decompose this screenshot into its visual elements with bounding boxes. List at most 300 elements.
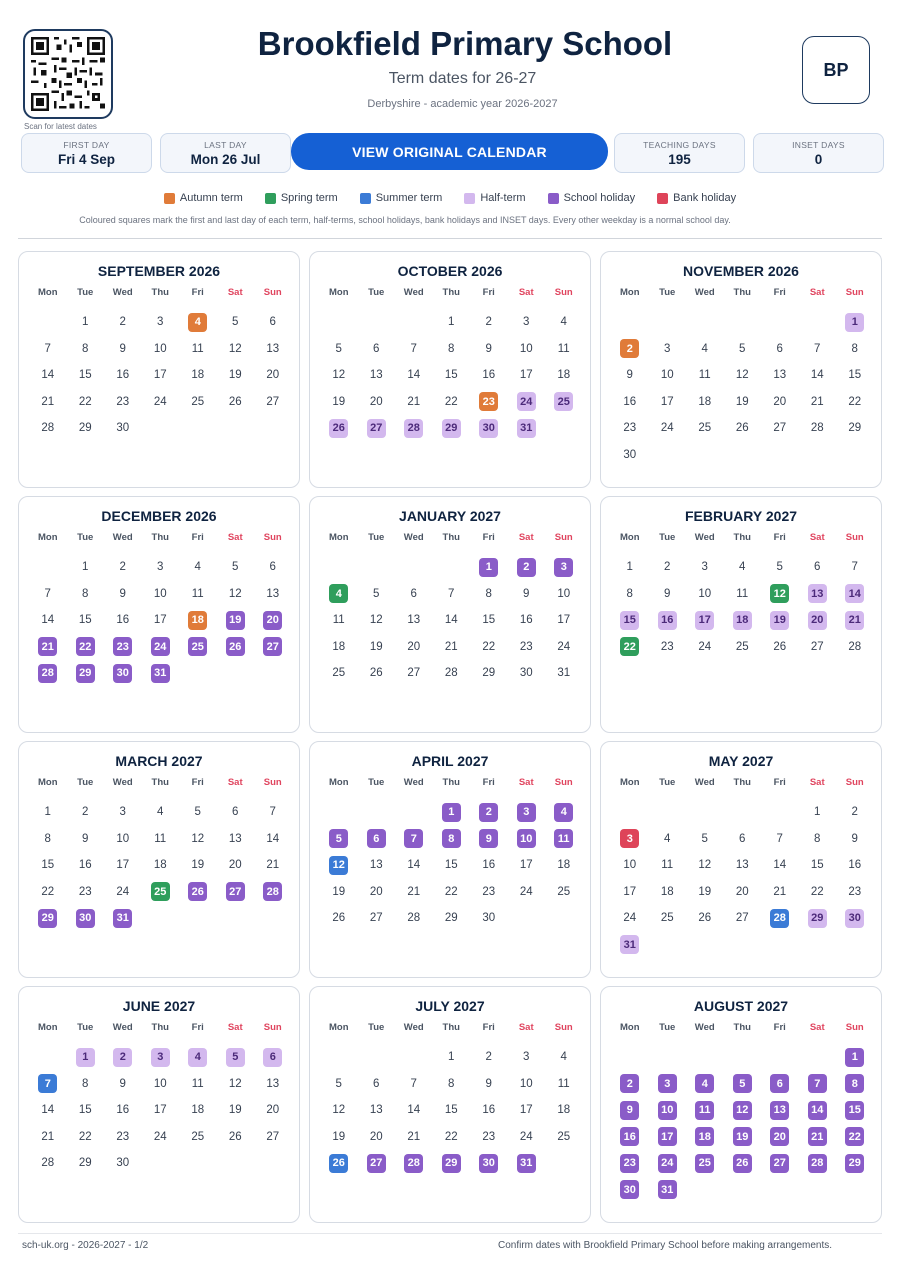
day-cell bbox=[799, 415, 837, 442]
day-cell-marked bbox=[395, 1150, 433, 1177]
day-number: 31 bbox=[620, 935, 639, 954]
day-number: 19 bbox=[191, 859, 205, 872]
month-card bbox=[600, 496, 882, 733]
day-cell bbox=[724, 879, 762, 906]
day-number: 10 bbox=[557, 587, 571, 600]
day-number: 17 bbox=[153, 369, 167, 382]
day-number: 18 bbox=[557, 369, 571, 382]
day-number: 13 bbox=[266, 587, 280, 600]
day-cell-marked bbox=[142, 1044, 180, 1071]
day-cell bbox=[611, 389, 649, 416]
day-cell bbox=[29, 336, 67, 363]
day-cell bbox=[358, 634, 396, 661]
day-number: 3 bbox=[523, 316, 530, 329]
day-number: 8 bbox=[626, 587, 633, 600]
day-grid bbox=[611, 309, 874, 468]
month-title: AUGUST 2027 bbox=[693, 998, 789, 1014]
day-number: 18 bbox=[153, 859, 167, 872]
empty-cell bbox=[29, 309, 67, 336]
day-number: 5 bbox=[701, 832, 708, 845]
weekday-label: Wed bbox=[694, 532, 715, 543]
day-cell bbox=[104, 415, 142, 442]
weekday-label: Sat bbox=[227, 287, 243, 298]
day-cell bbox=[649, 389, 687, 416]
day-cell-marked bbox=[836, 1150, 874, 1177]
day-cell-marked bbox=[836, 607, 874, 634]
day-number: 8 bbox=[82, 1077, 89, 1090]
day-number: 12 bbox=[332, 369, 346, 382]
day-cell bbox=[358, 336, 396, 363]
day-cell bbox=[470, 309, 508, 336]
day-cell bbox=[254, 336, 292, 363]
day-cell bbox=[179, 1097, 217, 1124]
day-cell bbox=[470, 581, 508, 608]
day-number: 21 bbox=[808, 1127, 827, 1146]
day-number: 19 bbox=[369, 640, 383, 653]
day-cell bbox=[433, 660, 471, 687]
day-cell-marked bbox=[836, 905, 874, 932]
day-number: 24 bbox=[623, 912, 637, 925]
month-card bbox=[309, 251, 591, 488]
day-cell bbox=[686, 879, 724, 906]
day-number: 20 bbox=[266, 369, 280, 382]
month-card bbox=[309, 741, 591, 978]
day-number: 29 bbox=[482, 667, 496, 680]
day-number: 26 bbox=[228, 395, 242, 408]
day-number: 11 bbox=[332, 614, 345, 627]
day-cell bbox=[217, 554, 255, 581]
day-cell bbox=[433, 879, 471, 906]
day-number: 21 bbox=[845, 611, 864, 630]
day-cell bbox=[649, 581, 687, 608]
day-number: 27 bbox=[369, 912, 383, 925]
day-cell bbox=[686, 336, 724, 363]
day-number: 29 bbox=[78, 422, 92, 435]
day-cell-marked bbox=[799, 1150, 837, 1177]
day-cell-marked bbox=[433, 1150, 471, 1177]
day-cell-marked bbox=[611, 826, 649, 853]
day-cell bbox=[217, 581, 255, 608]
day-number: 31 bbox=[517, 419, 536, 438]
day-number: 31 bbox=[557, 667, 571, 680]
day-number: 5 bbox=[373, 587, 380, 600]
day-number: 22 bbox=[41, 885, 55, 898]
day-number: 18 bbox=[557, 859, 571, 872]
qr-code[interactable] bbox=[23, 29, 113, 119]
day-cell bbox=[67, 1124, 105, 1151]
day-number: 6 bbox=[232, 806, 239, 819]
empty-cell bbox=[29, 1044, 67, 1071]
day-number: 6 bbox=[770, 1074, 789, 1093]
day-cell bbox=[29, 1150, 67, 1177]
day-cell-marked bbox=[470, 826, 508, 853]
day-number: 1 bbox=[845, 313, 864, 332]
day-number: 13 bbox=[228, 832, 242, 845]
day-cell bbox=[29, 852, 67, 879]
last-day-value: Mon 26 Jul bbox=[190, 152, 261, 167]
day-cell bbox=[799, 879, 837, 906]
day-number: 26 bbox=[188, 882, 207, 901]
legend-item bbox=[548, 192, 636, 204]
weekday-header bbox=[29, 1022, 292, 1033]
day-cell bbox=[254, 554, 292, 581]
day-cell bbox=[29, 607, 67, 634]
weekday-label: Fri bbox=[191, 777, 204, 788]
day-number: 2 bbox=[113, 1048, 132, 1067]
day-cell bbox=[142, 1124, 180, 1151]
day-cell bbox=[254, 1097, 292, 1124]
weekday-label: Wed bbox=[403, 1022, 424, 1033]
day-cell bbox=[104, 1097, 142, 1124]
day-cell bbox=[104, 389, 142, 416]
day-cell-marked bbox=[104, 905, 142, 932]
day-number: 20 bbox=[369, 395, 383, 408]
legend-swatch bbox=[464, 193, 475, 204]
day-number: 22 bbox=[810, 885, 824, 898]
day-cell bbox=[67, 581, 105, 608]
day-cell-marked bbox=[358, 415, 396, 442]
empty-cell bbox=[433, 554, 471, 581]
weekday-label: Tue bbox=[659, 532, 676, 543]
legend-label: Summer term bbox=[375, 192, 443, 204]
day-cell bbox=[611, 581, 649, 608]
day-number: 19 bbox=[332, 1130, 346, 1143]
month-card bbox=[18, 986, 300, 1223]
day-cell bbox=[545, 309, 583, 336]
day-number: 13 bbox=[407, 614, 421, 627]
day-cell bbox=[358, 389, 396, 416]
day-number: 9 bbox=[82, 832, 89, 845]
day-number: 22 bbox=[78, 395, 92, 408]
empty-cell bbox=[358, 309, 396, 336]
day-number: 27 bbox=[226, 882, 245, 901]
weekday-label: Fri bbox=[191, 1022, 204, 1033]
day-number: 15 bbox=[810, 859, 824, 872]
day-number: 23 bbox=[482, 1130, 496, 1143]
day-number: 10 bbox=[698, 587, 712, 600]
day-cell bbox=[508, 336, 546, 363]
empty-cell bbox=[761, 1044, 799, 1071]
day-cell-marked bbox=[545, 554, 583, 581]
day-cell bbox=[179, 1124, 217, 1151]
day-cell bbox=[179, 826, 217, 853]
empty-cell bbox=[686, 1044, 724, 1071]
day-cell-marked bbox=[545, 389, 583, 416]
day-number: 15 bbox=[41, 859, 55, 872]
day-number: 27 bbox=[263, 637, 282, 656]
day-number: 31 bbox=[658, 1180, 677, 1199]
day-cell bbox=[686, 389, 724, 416]
empty-cell bbox=[649, 799, 687, 826]
day-number: 14 bbox=[444, 614, 458, 627]
day-cell bbox=[433, 634, 471, 661]
day-grid bbox=[611, 554, 874, 660]
day-cell bbox=[611, 362, 649, 389]
day-cell bbox=[761, 852, 799, 879]
day-cell bbox=[545, 1124, 583, 1151]
weekday-label: Fri bbox=[482, 532, 495, 543]
day-cell bbox=[395, 362, 433, 389]
day-number: 28 bbox=[810, 422, 824, 435]
month-title: JULY 2027 bbox=[415, 998, 485, 1014]
day-number: 19 bbox=[228, 369, 242, 382]
day-number: 14 bbox=[407, 1104, 421, 1117]
day-grid bbox=[29, 1044, 292, 1177]
day-cell bbox=[545, 1071, 583, 1098]
weekday-label: Sun bbox=[845, 777, 864, 788]
day-cell-marked bbox=[761, 905, 799, 932]
day-number: 10 bbox=[623, 859, 637, 872]
day-cell bbox=[433, 581, 471, 608]
day-number: 4 bbox=[739, 561, 746, 574]
day-cell bbox=[254, 581, 292, 608]
legend-swatch bbox=[265, 193, 276, 204]
day-number: 28 bbox=[404, 1154, 423, 1173]
day-number: 25 bbox=[191, 1130, 205, 1143]
day-number: 16 bbox=[116, 369, 130, 382]
day-cell bbox=[799, 852, 837, 879]
day-number: 1 bbox=[845, 1048, 864, 1067]
day-number: 11 bbox=[191, 587, 204, 600]
day-number: 28 bbox=[41, 422, 55, 435]
weekday-label: Fri bbox=[482, 287, 495, 298]
day-cell bbox=[545, 362, 583, 389]
legend-label: Half-term bbox=[480, 192, 526, 204]
day-cell bbox=[836, 554, 874, 581]
weekday-label: Fri bbox=[773, 287, 786, 298]
day-cell-marked bbox=[395, 826, 433, 853]
day-number: 23 bbox=[116, 1130, 130, 1143]
day-cell bbox=[104, 554, 142, 581]
day-cell bbox=[545, 852, 583, 879]
day-cell bbox=[508, 660, 546, 687]
day-number: 3 bbox=[664, 342, 671, 355]
day-number: 5 bbox=[335, 1077, 342, 1090]
day-number: 24 bbox=[519, 885, 533, 898]
day-cell bbox=[179, 581, 217, 608]
legend-label: School holiday bbox=[563, 192, 636, 204]
day-number: 9 bbox=[119, 1077, 126, 1090]
day-cell bbox=[433, 309, 471, 336]
day-number: 17 bbox=[519, 859, 533, 872]
day-number: 3 bbox=[701, 561, 708, 574]
day-number: 6 bbox=[776, 342, 783, 355]
weekday-label: Sat bbox=[809, 1022, 825, 1033]
day-cell bbox=[649, 634, 687, 661]
day-number: 30 bbox=[116, 1157, 130, 1170]
day-cell bbox=[686, 634, 724, 661]
day-cell bbox=[29, 879, 67, 906]
day-cell bbox=[724, 389, 762, 416]
day-number: 8 bbox=[82, 342, 89, 355]
weekday-label: Sun bbox=[845, 532, 864, 543]
day-cell bbox=[724, 852, 762, 879]
day-number: 10 bbox=[658, 1101, 677, 1120]
weekday-label: Thu bbox=[733, 287, 751, 298]
day-cell bbox=[508, 1097, 546, 1124]
weekday-label: Fri bbox=[773, 777, 786, 788]
day-number: 22 bbox=[78, 1130, 92, 1143]
day-number: 2 bbox=[851, 806, 858, 819]
legend-swatch bbox=[164, 193, 175, 204]
day-cell bbox=[686, 554, 724, 581]
day-cell-marked bbox=[395, 415, 433, 442]
empty-cell bbox=[799, 309, 837, 336]
weekday-label: Mon bbox=[37, 777, 58, 788]
weekday-label: Thu bbox=[151, 1022, 169, 1033]
day-cell bbox=[799, 826, 837, 853]
weekday-label: Thu bbox=[151, 777, 169, 788]
day-number: 15 bbox=[444, 369, 458, 382]
day-cell-marked bbox=[508, 799, 546, 826]
day-cell-marked bbox=[649, 1124, 687, 1151]
day-cell-marked bbox=[217, 1044, 255, 1071]
day-number: 17 bbox=[153, 1104, 167, 1117]
day-cell bbox=[836, 799, 874, 826]
month-title: SEPTEMBER 2026 bbox=[97, 263, 221, 279]
day-cell-marked bbox=[836, 1071, 874, 1098]
weekday-label: Mon bbox=[328, 777, 349, 788]
empty-cell bbox=[395, 1044, 433, 1071]
empty-cell bbox=[724, 309, 762, 336]
day-cell bbox=[358, 660, 396, 687]
day-number: 7 bbox=[404, 829, 423, 848]
footer-divider bbox=[18, 1233, 882, 1234]
day-cell-marked bbox=[67, 634, 105, 661]
day-number: 24 bbox=[153, 1130, 167, 1143]
day-number: 20 bbox=[808, 611, 827, 630]
day-cell bbox=[217, 389, 255, 416]
day-number: 17 bbox=[695, 611, 714, 630]
day-number: 26 bbox=[733, 1154, 752, 1173]
day-number: 12 bbox=[228, 1077, 242, 1090]
day-number: 11 bbox=[557, 1077, 570, 1090]
day-number: 30 bbox=[76, 909, 95, 928]
day-number: 2 bbox=[664, 561, 671, 574]
day-number: 25 bbox=[557, 885, 571, 898]
day-number: 29 bbox=[808, 909, 827, 928]
day-cell bbox=[649, 826, 687, 853]
day-number: 20 bbox=[773, 395, 787, 408]
day-cell bbox=[611, 905, 649, 932]
day-number: 26 bbox=[228, 1130, 242, 1143]
day-cell bbox=[470, 660, 508, 687]
teaching-days-label: TEACHING DAYS bbox=[643, 140, 716, 150]
day-number: 16 bbox=[482, 369, 496, 382]
day-number: 5 bbox=[739, 342, 746, 355]
day-cell bbox=[395, 660, 433, 687]
day-number: 26 bbox=[332, 912, 346, 925]
empty-cell bbox=[761, 799, 799, 826]
day-cell bbox=[104, 362, 142, 389]
weekday-label: Fri bbox=[482, 1022, 495, 1033]
day-number: 20 bbox=[263, 611, 282, 630]
day-cell bbox=[545, 879, 583, 906]
day-cell bbox=[686, 581, 724, 608]
day-number: 2 bbox=[119, 316, 126, 329]
day-cell bbox=[179, 554, 217, 581]
day-cell bbox=[217, 852, 255, 879]
day-cell-marked bbox=[104, 660, 142, 687]
legend-swatch bbox=[548, 193, 559, 204]
day-cell bbox=[358, 1071, 396, 1098]
day-number: 15 bbox=[620, 611, 639, 630]
day-number: 13 bbox=[266, 342, 280, 355]
weekday-label: Sat bbox=[518, 287, 534, 298]
day-cell bbox=[142, 607, 180, 634]
day-number: 16 bbox=[848, 859, 862, 872]
day-cell bbox=[320, 389, 358, 416]
day-number: 4 bbox=[554, 803, 573, 822]
weekday-header bbox=[29, 287, 292, 298]
day-cell bbox=[67, 1097, 105, 1124]
weekday-label: Thu bbox=[442, 1022, 460, 1033]
day-cell bbox=[29, 1097, 67, 1124]
weekday-label: Tue bbox=[77, 777, 94, 788]
day-cell bbox=[611, 554, 649, 581]
weekday-label: Sat bbox=[518, 1022, 534, 1033]
day-cell-marked bbox=[67, 1044, 105, 1071]
day-number: 3 bbox=[119, 806, 126, 819]
day-grid bbox=[320, 554, 583, 687]
day-number: 6 bbox=[739, 832, 746, 845]
day-number: 26 bbox=[226, 637, 245, 656]
day-cell bbox=[67, 309, 105, 336]
day-number: 1 bbox=[44, 806, 51, 819]
day-number: 24 bbox=[151, 637, 170, 656]
day-number: 27 bbox=[773, 422, 787, 435]
day-cell-marked bbox=[799, 1124, 837, 1151]
day-cell-marked bbox=[254, 634, 292, 661]
day-cell bbox=[104, 799, 142, 826]
month-title: DECEMBER 2026 bbox=[101, 508, 217, 524]
day-cell bbox=[67, 1071, 105, 1098]
day-number: 4 bbox=[188, 313, 207, 332]
day-number: 27 bbox=[735, 912, 749, 925]
day-number: 11 bbox=[698, 369, 711, 382]
view-original-calendar-button[interactable]: VIEW ORIGINAL CALENDAR bbox=[291, 133, 608, 170]
day-cell-marked bbox=[179, 309, 217, 336]
weekday-label: Fri bbox=[191, 532, 204, 543]
weekday-header bbox=[320, 1022, 583, 1033]
page-header bbox=[0, 0, 900, 130]
weekday-label: Wed bbox=[694, 1022, 715, 1033]
day-number: 1 bbox=[82, 561, 89, 574]
day-cell bbox=[254, 1124, 292, 1151]
day-cell-marked bbox=[470, 554, 508, 581]
weekday-label: Mon bbox=[328, 1022, 349, 1033]
day-cell bbox=[470, 852, 508, 879]
day-cell bbox=[320, 1097, 358, 1124]
weekday-label: Wed bbox=[112, 777, 133, 788]
day-cell-marked bbox=[799, 1097, 837, 1124]
day-cell-marked bbox=[649, 1150, 687, 1177]
day-cell-marked bbox=[29, 1071, 67, 1098]
day-cell bbox=[761, 554, 799, 581]
day-cell-marked bbox=[320, 581, 358, 608]
day-number: 3 bbox=[151, 1048, 170, 1067]
day-cell-marked bbox=[686, 1150, 724, 1177]
empty-cell bbox=[320, 799, 358, 826]
day-cell bbox=[836, 362, 874, 389]
day-cell-marked bbox=[254, 607, 292, 634]
day-number: 22 bbox=[482, 640, 496, 653]
weekday-label: Sun bbox=[263, 777, 282, 788]
day-grid bbox=[320, 1044, 583, 1177]
day-number: 16 bbox=[620, 1127, 639, 1146]
day-cell-marked bbox=[470, 1150, 508, 1177]
day-number: 11 bbox=[191, 342, 204, 355]
